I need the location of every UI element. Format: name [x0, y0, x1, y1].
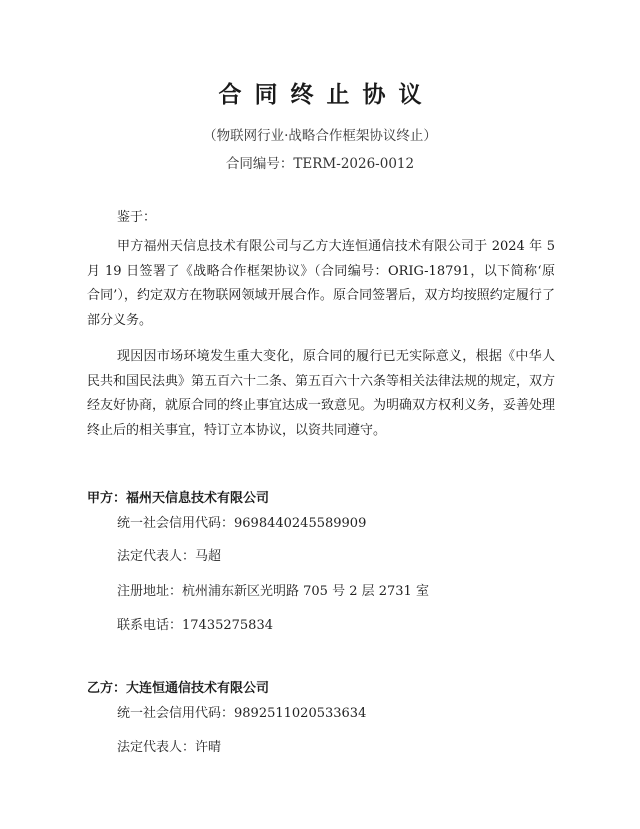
- party-a-credit-code: 统一社会信用代码：9698440245589909: [117, 516, 367, 531]
- party-b-credit-code: 统一社会信用代码：9892511020533634: [117, 706, 367, 721]
- party-b-heading: 乙方：大连恒通信技术有限公司: [87, 681, 270, 696]
- preamble-paragraph-1: 甲方福州天信息技术有限公司与乙方大连恒通信技术有限公司于 2024 年 5 月 19 日签署了《战略合作框架协议》（合同编号：ORIG-18791，以下简称‘原合同’），约定双方在物联网领域开展合作。原合同签署后，双方均按照约定履行了部分义务。: [87, 239, 555, 329]
- document-subtitle: （物联网行业·战略合作框架协议终止）: [203, 128, 437, 144]
- party-b-legal-rep: 法定代表人：许晴: [117, 740, 222, 755]
- contract-number: 合同编号：TERM-2026-0012: [225, 156, 415, 172]
- whereas-label: 鉴于：: [117, 210, 157, 225]
- party-a-heading: 甲方：福州天信息技术有限公司: [87, 491, 270, 506]
- party-a-address: 注册地址：杭州浦东新区光明路 705 号 2 层 2731 室: [117, 584, 429, 599]
- party-a-phone: 联系电话：17435275834: [117, 618, 273, 633]
- document-title: 合同终止协议: [218, 82, 435, 108]
- preamble-paragraph-2: 现因因市场环境发生重大变化，原合同的履行已无实际意义，根据《中华人民共和国民法典》第五百六十二条、第五百六十六条等相关法律法规的规定，双方经友好协商，就原合同的终止事宜达成一致意见。为明确双方权利义务，妥善处理终止后的相关事宜，特订立本协议，以资共同遵守。: [87, 349, 556, 439]
- party-a-legal-rep: 法定代表人：马超: [117, 549, 222, 564]
